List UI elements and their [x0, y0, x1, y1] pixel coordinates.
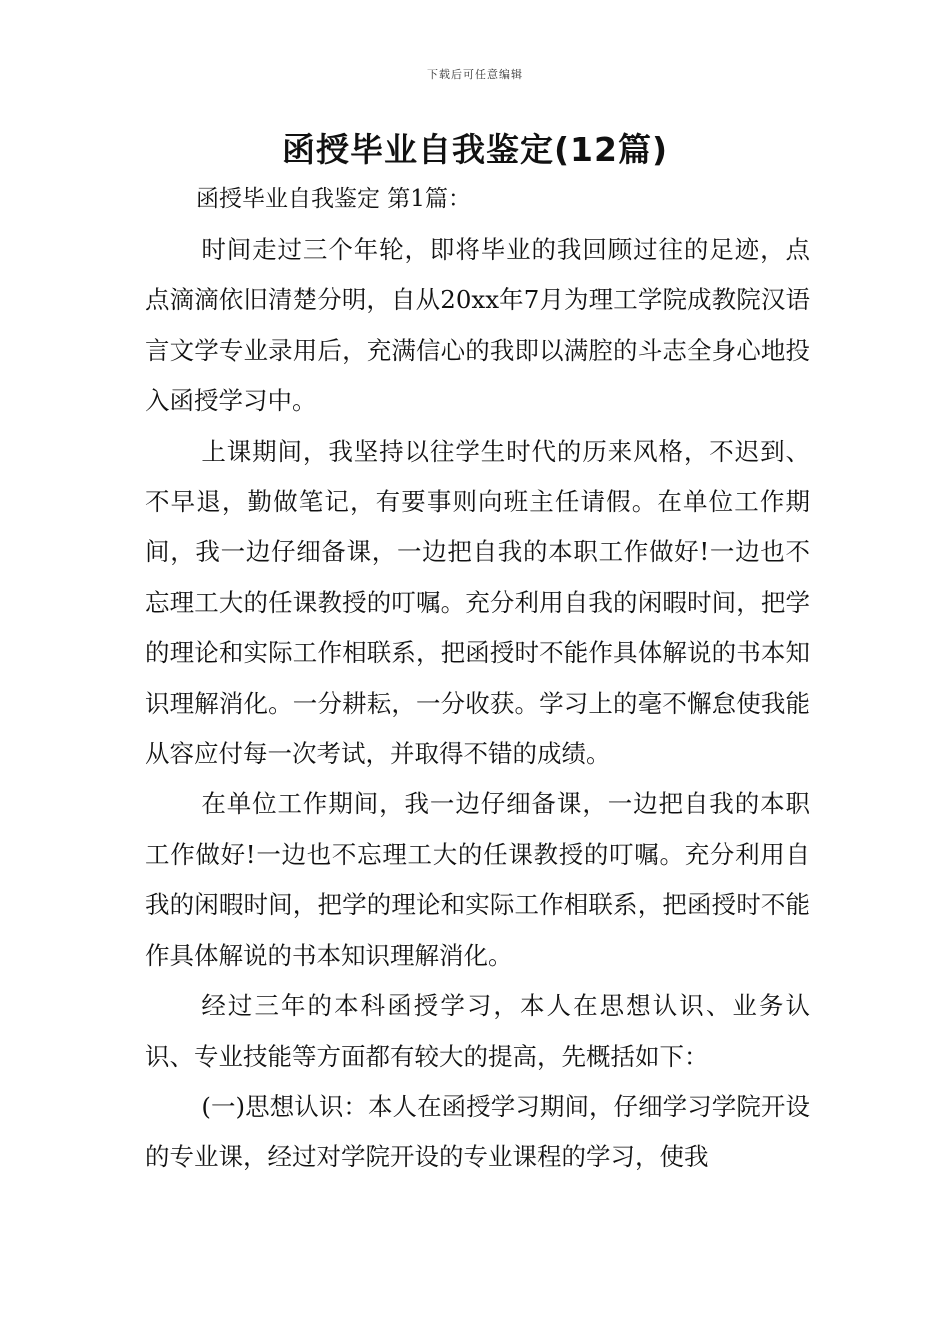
paragraph: 在单位工作期间，我一边仔细备课，一边把自我的本职工作做好!一边也不忘理工大的任课教授的叮嘱。充分利用自我的闲暇时间，把学的理论和实际工作相联系，把函授时不能作具体解说的书本知识理解消化。 — [145, 789, 810, 970]
page-title: 函授毕业自我鉴定(12篇) — [281, 130, 669, 169]
paragraph: 上课期间，我坚持以往学生时代的历来风格，不迟到、不早退，勤做笔记，有要事则向班主任请假。在单位工作期间，我一边仔细备课，一边把自我的本职工作做好!一边也不忘理工大的任课教授的叮嘱。充分利用自我的闲暇时间，把学的理论和实际工作相联系，把函授时不能作具体解说的书本知识理解消化。一分耕耘，一分收获。学习上的毫不懈怠使我能从容应付每一次考试，并取得不错的成绩。 — [145, 436, 810, 769]
paragraph: (一)思想认识：本人在函授学习期间，仔细学习学院开设的专业课，经过对学院开设的专业课程的学习，使我 — [145, 1091, 810, 1172]
header-note: 下载后可任意编辑 — [427, 68, 523, 81]
paragraph: 经过三年的本科函授学习，本人在思想认识、业务认识、专业技能等方面都有较大的提高，先概括如下： — [145, 991, 810, 1071]
paragraph: 时间走过三个年轮，即将毕业的我回顾过往的足迹，点点滴滴依旧清楚分明，自从20xx年7月为理工学院成教院汉语言文学专业录用后，充满信心的我即以满腔的斗志全身心地投入函授学习中。 — [145, 235, 810, 416]
body-text — [145, 225, 810, 1183]
section-heading: 函授毕业自我鉴定 第1篇： — [196, 186, 471, 212]
